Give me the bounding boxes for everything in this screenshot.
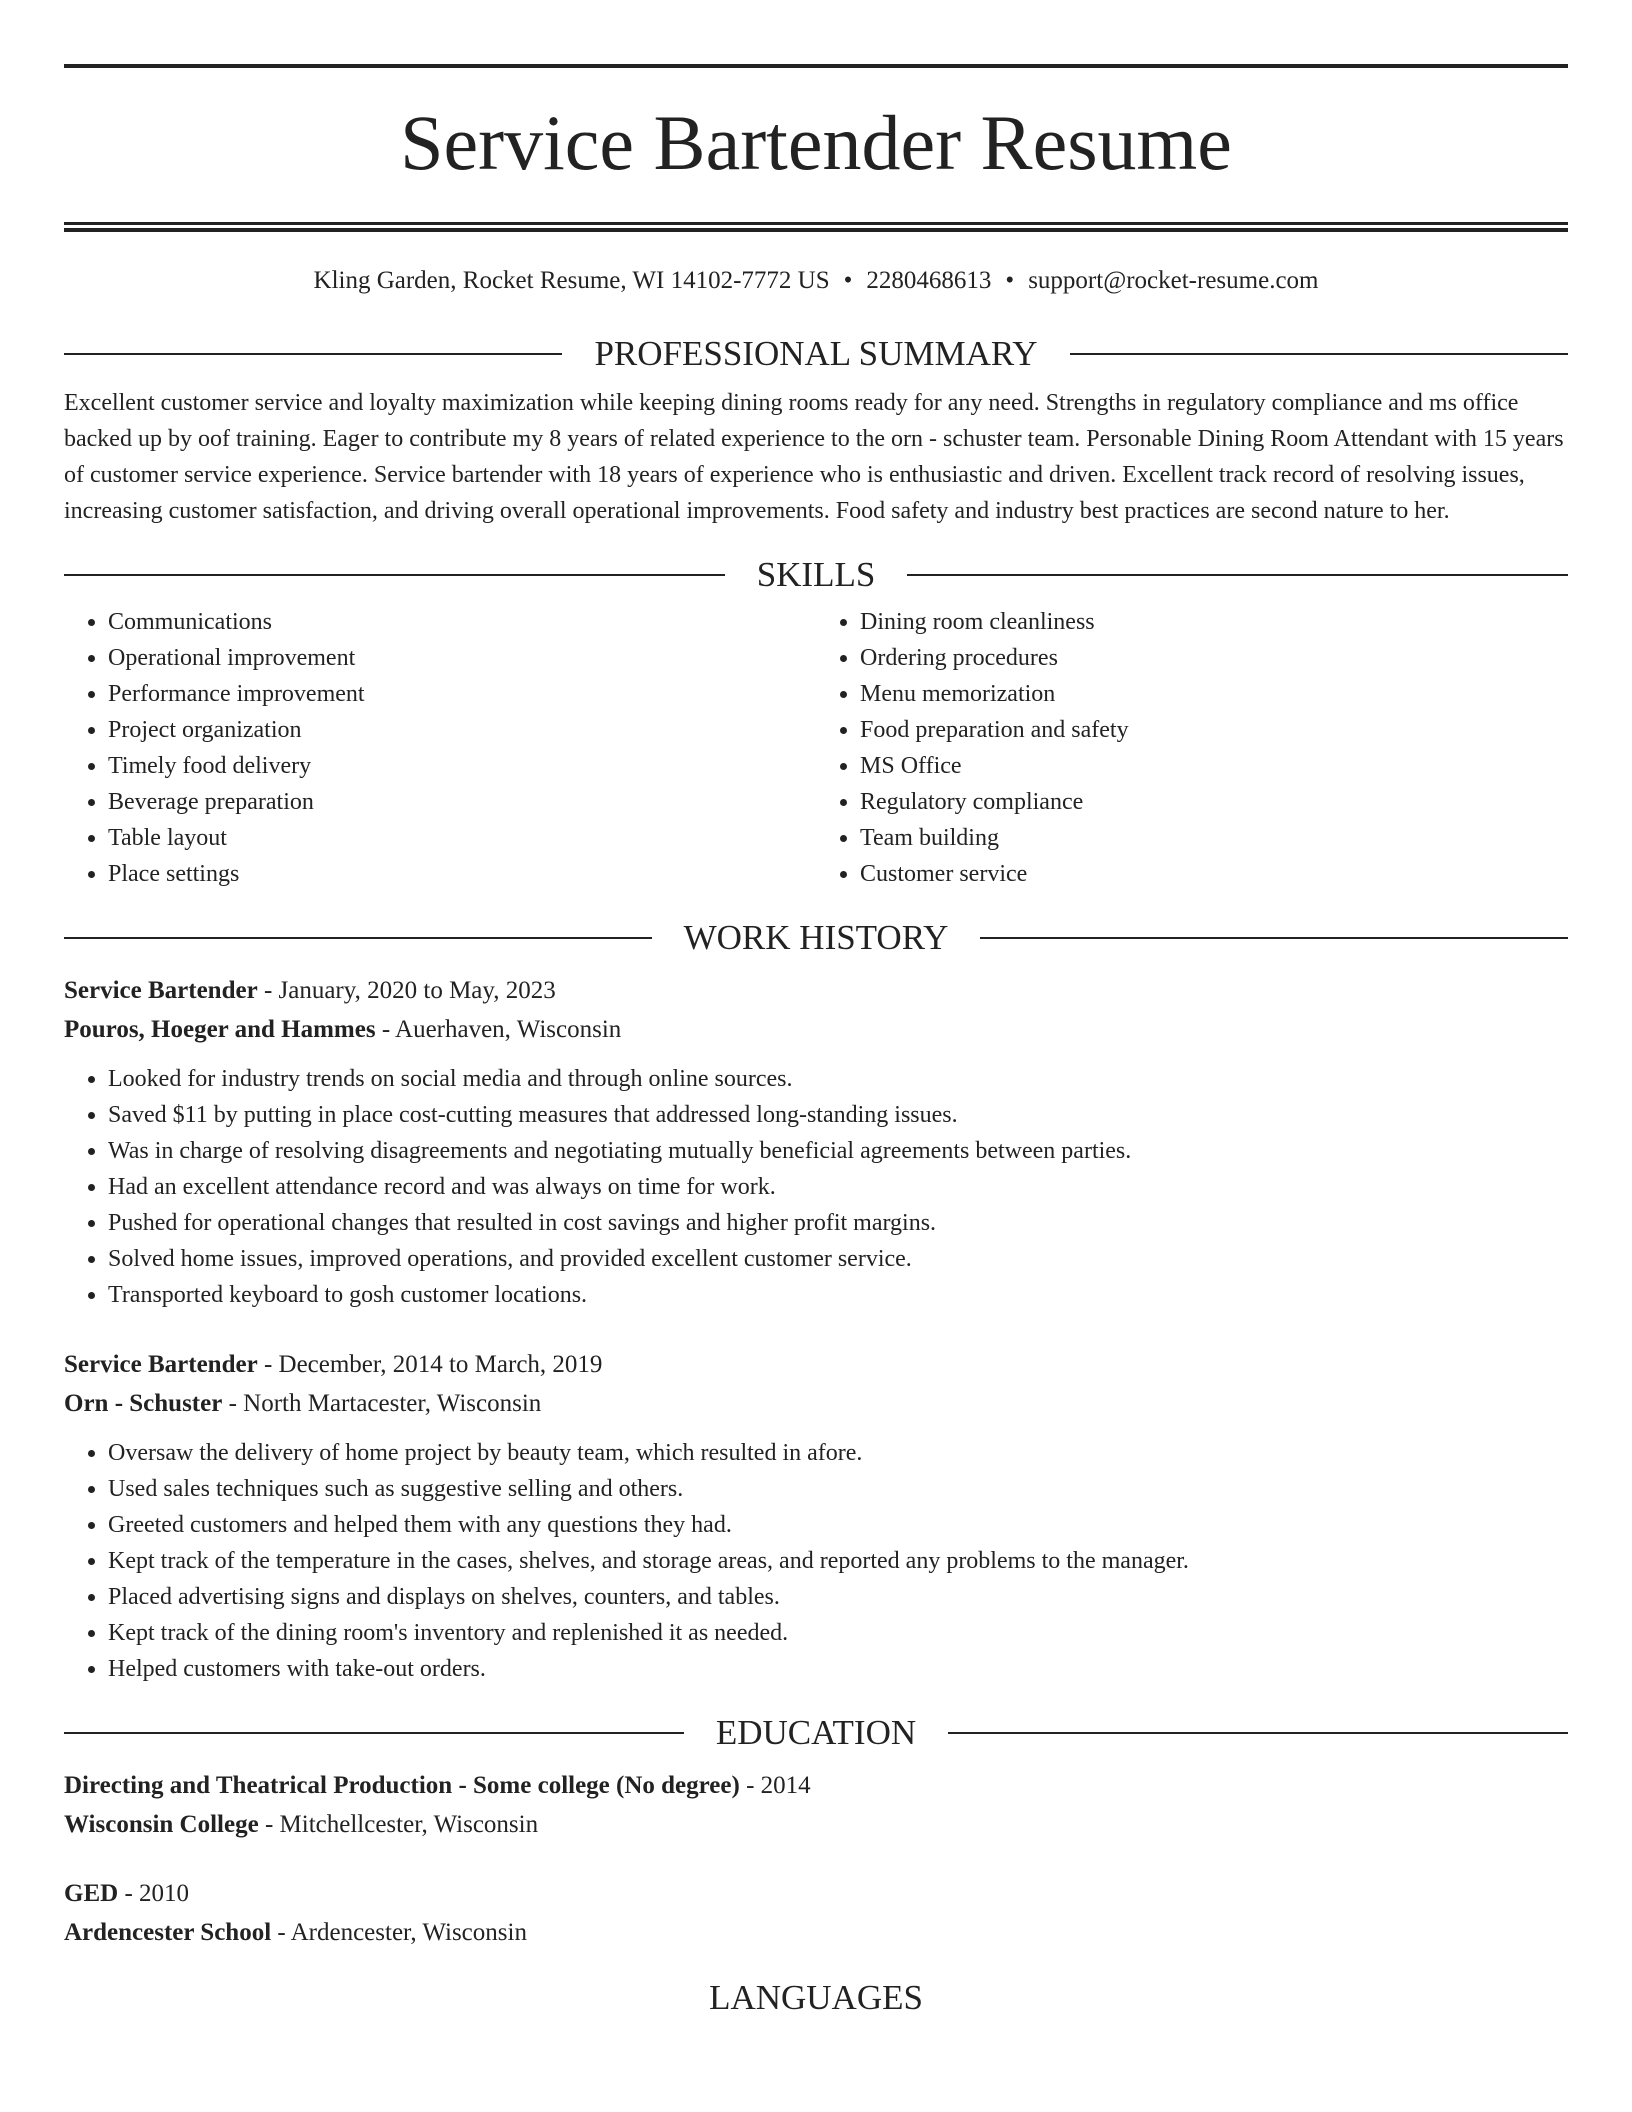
summary-text: Excellent customer service and loyalty maximization while keeping dining rooms ready for any need. Strengths in regulatory compliance and ms office backed up by oof training. Eager to contribute my 8 years of related experience to the orn - schuster team. Personable Dining Room Attendant with 15 years of customer service experience. Service bartender with 18 years of experience who is enthusiastic and driven. Excellent track record of resolving issues, increasing customer satisfaction, and driving overall operational improvements. Food safety and industry best practices are second nature to her.	[64, 390, 1564, 524]
job-bullet: • Looked for industry trends on social media and through online sources.	[108, 1061, 1568, 1097]
contact-email: support@rocket-resume.com	[1028, 267, 1319, 294]
education-school: Wisconsin College	[64, 1811, 259, 1838]
job-company: Orn - Schuster	[64, 1390, 223, 1417]
divider-line	[64, 353, 562, 355]
job-title: Service Bartender	[64, 1351, 258, 1378]
job-bullet: • Kept track of the dining room's inventory and replenished it as needed.	[108, 1615, 1568, 1651]
section-heading-summary	[64, 336, 1568, 371]
divider-line	[64, 574, 725, 576]
skill-item: • Menu memorization	[860, 676, 1568, 712]
skill-item: • Operational improvement	[108, 640, 816, 676]
education-location: - Mitchellcester, Wisconsin	[258, 1811, 539, 1838]
education-entry	[64, 1766, 1568, 1844]
contact-line	[64, 266, 1568, 296]
section-heading-education	[64, 1715, 1568, 1750]
job-bullet: • Transported keyboard to gosh customer locations.	[108, 1277, 1568, 1313]
section-title: PROFESSIONAL SUMMARY	[594, 334, 1038, 373]
job-title: Service Bartender	[64, 977, 258, 1004]
education-year: - 2014	[739, 1772, 811, 1799]
job-bullet: • Pushed for operational changes that resulted in cost savings and higher profit margins.	[108, 1205, 1568, 1241]
job-company-line	[64, 1010, 1568, 1049]
skill-item: • Food preparation and safety	[860, 712, 1568, 748]
skills-list-left	[64, 604, 816, 892]
contact-separator: •	[1005, 267, 1015, 294]
skill-item: • Performance improvement	[108, 676, 816, 712]
skill-item: • Dining room cleanliness	[860, 604, 1568, 640]
job-entry	[64, 971, 1568, 1313]
job-dates: - December, 2014 to March, 2019	[257, 1351, 603, 1378]
section-heading-work	[64, 920, 1568, 955]
skill-item: • Ordering procedures	[860, 640, 1568, 676]
job-entry	[64, 1345, 1568, 1687]
job-company: Pouros, Hoeger and Hammes	[64, 1016, 376, 1043]
job-bullet: • Helped customers with take-out orders.	[108, 1651, 1568, 1687]
resume-page	[64, 64, 1568, 2015]
education-school-line	[64, 1913, 1568, 1952]
section-title: EDUCATION	[715, 1713, 917, 1752]
education-school-line	[64, 1805, 1568, 1844]
job-bullet: • Kept track of the temperature in the cases, shelves, and storage areas, and reported any problems to the manager.	[108, 1543, 1568, 1579]
title-double-rule	[64, 222, 1568, 232]
education-degree: Directing and Theatrical Production - Some college (No degree)	[64, 1772, 740, 1799]
job-title-line	[64, 1345, 1568, 1384]
skill-item: • Communications	[108, 604, 816, 640]
job-bullet: • Solved home issues, improved operations, and provided excellent customer service.	[108, 1241, 1568, 1277]
contact-address: Kling Garden, Rocket Resume, WI 14102-7772 US	[313, 267, 830, 294]
skill-item: • Team building	[860, 820, 1568, 856]
job-bullet: • Was in charge of resolving disagreements and negotiating mutually beneficial agreements between parties.	[108, 1133, 1568, 1169]
education-school: Ardencester School	[64, 1919, 272, 1946]
skill-item: • Beverage preparation	[108, 784, 816, 820]
section-title: SKILLS	[756, 555, 876, 594]
section-heading-languages	[64, 1980, 1568, 2015]
education-year: - 2010	[118, 1880, 190, 1907]
divider-line	[64, 1732, 684, 1734]
divider-line	[980, 937, 1568, 939]
skill-item: • Customer service	[860, 856, 1568, 892]
skills-grid	[64, 604, 1568, 892]
section-title: WORK HISTORY	[683, 918, 949, 957]
education-entry	[64, 1874, 1568, 1952]
education-degree: GED	[64, 1880, 119, 1907]
job-bullets	[64, 1435, 1568, 1687]
job-company-line	[64, 1384, 1568, 1423]
skills-list-right	[816, 604, 1568, 892]
contact-separator: •	[843, 267, 853, 294]
divider-line	[907, 574, 1568, 576]
education-location: - Ardencester, Wisconsin	[271, 1919, 527, 1946]
job-bullet: • Placed advertising signs and displays on shelves, counters, and tables.	[108, 1579, 1568, 1615]
job-dates: - January, 2020 to May, 2023	[257, 977, 556, 1004]
skill-item: • Regulatory compliance	[860, 784, 1568, 820]
divider-line	[1070, 353, 1568, 355]
skill-item: • Place settings	[108, 856, 816, 892]
job-title-line	[64, 971, 1568, 1010]
skill-item: • MS Office	[860, 748, 1568, 784]
job-bullets	[64, 1061, 1568, 1313]
education-degree-line	[64, 1766, 1568, 1805]
job-bullet: • Saved $11 by putting in place cost-cutting measures that addressed long-standing issues.	[108, 1097, 1568, 1133]
job-bullet: • Greeted customers and helped them with any questions they had.	[108, 1507, 1568, 1543]
job-bullet: • Had an excellent attendance record and was always on time for work.	[108, 1169, 1568, 1205]
section-heading-skills	[64, 557, 1568, 592]
top-rule	[64, 64, 1568, 68]
skill-item: • Project organization	[108, 712, 816, 748]
skill-item: • Timely food delivery	[108, 748, 816, 784]
divider-line	[948, 1732, 1568, 1734]
job-location: - Auerhaven, Wisconsin	[375, 1016, 622, 1043]
job-bullet: • Used sales techniques such as suggestive selling and others.	[108, 1471, 1568, 1507]
divider-line	[64, 937, 652, 939]
job-bullet: • Oversaw the delivery of home project by beauty team, which resulted in afore.	[108, 1435, 1568, 1471]
contact-phone: 2280468613	[866, 267, 992, 294]
skill-item: • Table layout	[108, 820, 816, 856]
education-degree-line	[64, 1874, 1568, 1913]
resume-title: Service Bartender Resume	[400, 99, 1232, 186]
job-location: - North Martacester, Wisconsin	[222, 1390, 542, 1417]
section-title: LANGUAGES	[709, 1978, 923, 2017]
